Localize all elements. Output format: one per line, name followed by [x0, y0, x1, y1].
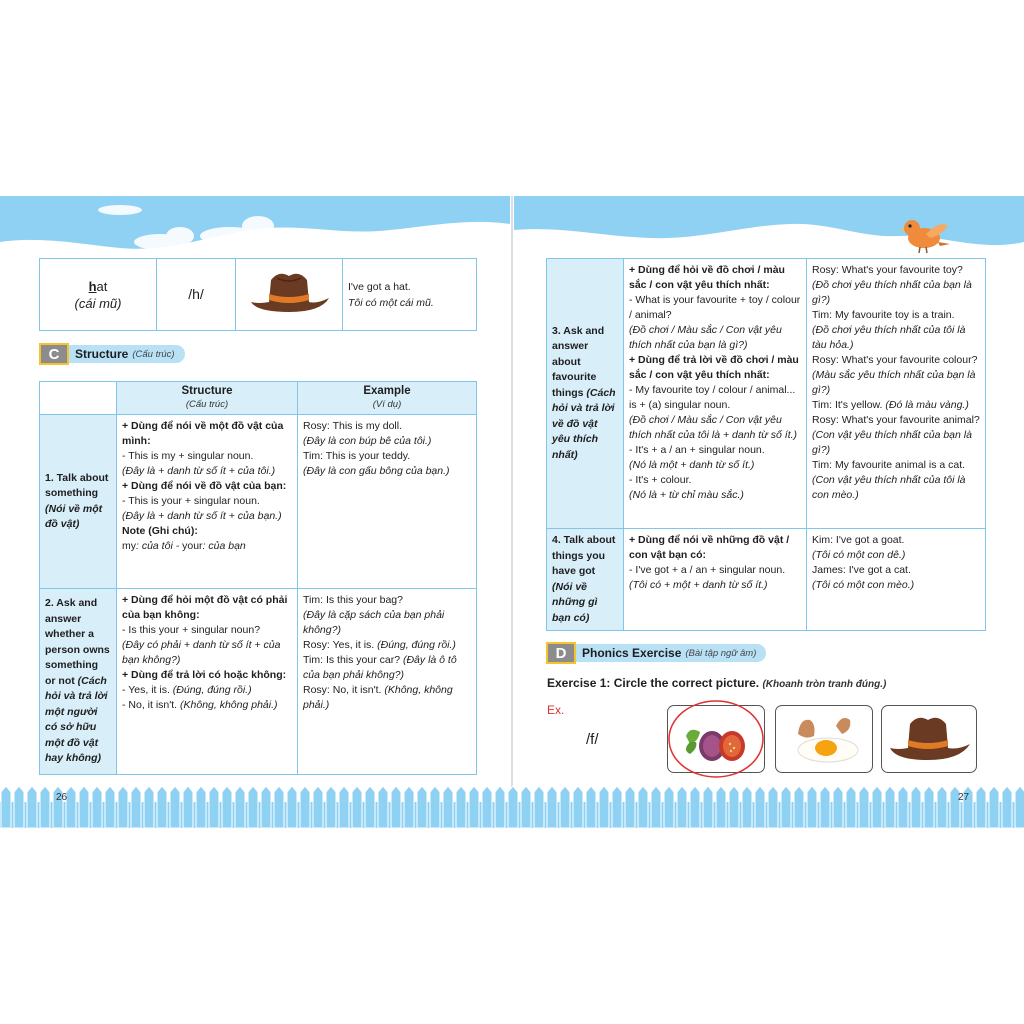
- row3-example: [807, 259, 986, 529]
- row3-s2-bold: + Dùng để trả lời về đồ chơi / màu sắc / con vật yêu thích nhất:: [629, 354, 799, 381]
- row2-e2-trans: (Đúng, đúng rồi.): [374, 639, 456, 651]
- vocab-image-cell: [236, 259, 343, 331]
- row3-s1-trans: (Đồ chơi / Màu sắc / Con vật yêu thích nhất của bạn là gì?): [629, 324, 782, 351]
- row3-e4-trans: (Đó là màu vàng.): [882, 399, 969, 411]
- page-number-left: 26: [56, 792, 68, 803]
- header-example-sub: (Ví dụ): [372, 399, 402, 410]
- section-c-title: Structure: [75, 347, 129, 361]
- structure-header-example: [298, 382, 477, 415]
- bird-icon: [900, 214, 952, 254]
- row3-s4-pattern: - It's + colour.: [629, 474, 692, 486]
- exercise1-title: Exercise 1: Circle the correct picture.: [547, 676, 760, 690]
- example-label: Ex.: [547, 703, 565, 717]
- row2-label-italic: (Cách hỏi và trả lời một người có sở hữu một đồ vật hay không): [45, 674, 108, 765]
- row3-e4: Tim: It's yellow.: [812, 399, 883, 411]
- row2-yes-text: - Yes, it is.: [122, 684, 170, 696]
- section-d-heading: [546, 642, 766, 664]
- row2-example: [298, 589, 477, 775]
- vocab-sound: /h/: [157, 259, 236, 331]
- row1-label-italic: (Nói về một đồ vật): [45, 502, 103, 530]
- header-structure-title: Structure: [181, 385, 233, 397]
- row4-s1-bold: + Dùng để nói về những đồ vật / con vật bạn có:: [629, 534, 790, 561]
- note-my: my: [122, 540, 136, 552]
- structure-table-continued: [546, 258, 986, 631]
- row4-structure: [624, 529, 807, 631]
- row2-e4: Rosy: No, it isn't.: [303, 684, 382, 696]
- section-d-pill: [576, 644, 766, 662]
- row3-s1-pattern: - What is your favourite + toy / colour / animal?: [629, 294, 801, 321]
- vocab-word-translation: (cái mũ): [74, 295, 122, 311]
- row3-structure: [624, 259, 807, 529]
- section-d-letter: D: [546, 642, 576, 664]
- header-structure-sub: (Cấu trúc): [185, 399, 229, 410]
- vocab-sentence-cell: [343, 259, 477, 331]
- table-row: [547, 529, 986, 631]
- row2-no-trans: (Không, không phải.): [177, 699, 278, 711]
- cowboy-hat-icon: [882, 706, 976, 772]
- note-your-meaning: : của bạn: [202, 540, 246, 552]
- row4-example: [807, 529, 986, 631]
- row2-e3-line: [303, 653, 471, 683]
- vocab-word-first-letter: h: [88, 278, 97, 294]
- row4-e1: Kim: I've got a goat.: [812, 534, 905, 546]
- row1-s2-pattern: - This is your + singular noun.: [122, 495, 260, 507]
- row2-s1-bold: + Dùng để hỏi một đồ vật có phải của bạn không:: [122, 594, 288, 621]
- page-gutter: [511, 196, 513, 828]
- row2-e3: Tim: Is this your car?: [303, 654, 401, 666]
- row2-e2-line: [303, 638, 471, 653]
- row3-e2-trans: (Đồ chơi yêu thích nhất của tôi là tàu hỏa.): [812, 324, 966, 351]
- row3-label-text: 3. Ask and answer about favourite things: [552, 324, 605, 399]
- vocab-sentence: I've got a hat.: [348, 280, 411, 293]
- table-row: [547, 259, 986, 529]
- cowboy-hat-icon: [247, 266, 331, 318]
- note-my-meaning: : của tôi -: [136, 540, 183, 552]
- row3-e3: Rosy: What's your favourite colour?: [812, 354, 978, 366]
- row1-e1: Rosy: This is my doll.: [303, 420, 402, 432]
- section-c-subtitle: (Cấu trúc): [132, 348, 175, 360]
- row1-s1-bold: + Dùng để nói về một đồ vật của mình:: [122, 420, 284, 447]
- vocab-table: [39, 258, 477, 331]
- row1-example: [298, 415, 477, 589]
- table-row: [40, 589, 477, 775]
- row3-e2: Tim: My favourite toy is a train.: [812, 309, 955, 321]
- row1-label: [40, 415, 117, 589]
- phonics-sound: /f/: [586, 731, 599, 748]
- row2-structure: [117, 589, 298, 775]
- answer-circle-icon: [664, 696, 768, 782]
- egg-icon: [776, 706, 872, 772]
- row3-s4-trans: (Nó là + từ chỉ màu sắc.): [629, 489, 744, 501]
- row2-s2-bold: + Dùng để trả lời có hoặc không:: [122, 669, 287, 681]
- section-d-title: Phonics Exercise: [582, 646, 682, 660]
- row2-e4-line: [303, 683, 471, 713]
- table-row: [40, 415, 477, 589]
- row2-label-text: 2. Ask and answer whether a person owns something or not: [45, 597, 110, 687]
- row3-s2-pattern: - My favourite toy / colour / animal... is + (a) singular noun.: [629, 384, 796, 411]
- row3-e1-trans: (Đồ chơi yêu thích nhất của bạn là gì?): [812, 279, 972, 306]
- picture-choice-hat[interactable]: [881, 705, 977, 773]
- row3-s2-trans: (Đồ chơi / Màu sắc / Con vật yêu thích nhất của tôi là + danh từ số ít.): [629, 414, 798, 441]
- row1-s1-pattern: - This is my + singular noun.: [122, 450, 254, 462]
- row2-no: [122, 698, 292, 713]
- row2-e3-trans: (Đây là ô tô của bạn phải không?): [303, 654, 457, 681]
- vocab-sentence-translation: Tôi có một cái mũ.: [348, 296, 434, 309]
- row2-label: [40, 589, 117, 775]
- vocab-word-rest: at: [96, 278, 108, 294]
- row4-label-italic: (Nói về những gì bạn có): [552, 580, 598, 624]
- structure-header-structure: [117, 382, 298, 415]
- row1-e2: Tim: This is your teddy.: [303, 450, 411, 462]
- row4-s1-trans: (Tôi có + một + danh từ số ít.): [629, 579, 768, 591]
- section-d-subtitle: (Bài tập ngữ âm): [685, 647, 757, 659]
- exercise1-hint: (Khoanh tròn tranh đúng.): [762, 679, 887, 690]
- row4-e1-trans: (Tôi có một con dê.): [812, 549, 906, 561]
- picture-choice-egg[interactable]: [775, 705, 873, 773]
- row2-s1-pattern: - Is this your + singular noun?: [122, 624, 261, 636]
- section-c-letter: C: [39, 343, 69, 365]
- row3-s3-trans: (Nó là một + danh từ số ít.): [629, 459, 755, 471]
- row3-e4-line: [812, 398, 980, 413]
- row4-s1-pattern: - I've got + a / an + singular noun.: [629, 564, 786, 576]
- row2-s1-trans: (Đây có phải + danh từ số ít + của bạn không?): [122, 639, 281, 666]
- structure-table: [39, 381, 477, 775]
- section-c-pill: [69, 345, 185, 363]
- header-example-title: Example: [363, 385, 411, 397]
- picture-choice-figs[interactable]: [667, 705, 765, 773]
- row3-e5-trans: (Con vật yêu thích nhất của bạn là gì?): [812, 429, 972, 456]
- row1-s1-trans: (Đây là + danh từ số ít + của tôi.): [122, 465, 276, 477]
- row4-e2: James: I've got a cat.: [812, 564, 911, 576]
- row3-e3-trans: (Màu sắc yêu thích nhất của bạn là gì?): [812, 369, 976, 396]
- row2-e1: Tim: Is this your bag?: [303, 594, 403, 606]
- row2-e2: Rosy: Yes, it is.: [303, 639, 375, 651]
- row4-label-text: 4. Talk about things you have got: [552, 534, 616, 577]
- row2-no-text: - No, it isn't.: [122, 699, 178, 711]
- structure-header-blank: [40, 382, 117, 415]
- row1-label-text: 1. Talk about something: [45, 471, 109, 499]
- row1-note: [122, 539, 292, 554]
- row1-s2-trans: (Đây là + danh từ số ít + của bạn.): [122, 510, 282, 522]
- page-number-right: 27: [958, 792, 970, 803]
- section-c-heading: [39, 343, 185, 365]
- picket-fence-footer: [0, 784, 1024, 828]
- row3-label-italic: (Cách hỏi và trả lời về đồ vật yêu thích nhất): [552, 386, 616, 461]
- row1-e1-trans: (Đây là con búp bê của tôi.): [303, 435, 432, 447]
- book-spread: [0, 196, 1024, 828]
- row2-e4-trans: (Không, không phải.): [303, 684, 453, 711]
- row2-yes: [122, 683, 292, 698]
- row1-e2-trans: (Đây là con gấu bông của bạn.): [303, 465, 450, 477]
- row1-s2-bold: + Dùng để nói về đồ vật của bạn:: [122, 480, 287, 492]
- row2-yes-trans: (Đúng, đúng rồi.): [169, 684, 252, 696]
- row3-e6-trans: (Con vật yêu thích nhất của tôi là con mèo.): [812, 474, 966, 501]
- vocab-word-cell: [40, 259, 157, 331]
- row3-e6: Tim: My favourite animal is a cat.: [812, 459, 966, 471]
- row4-label: [547, 529, 624, 631]
- note-your: your: [182, 540, 203, 552]
- row2-e1-trans: (Đây là cặp sách của bạn phải không?): [303, 609, 445, 636]
- exercise1-heading: [547, 676, 886, 690]
- row3-s3-pattern: - It's + a / an + singular noun.: [629, 444, 765, 456]
- row1-note-bold: Note (Ghi chú):: [122, 525, 198, 537]
- row3-s1-bold: + Dùng để hỏi về đồ chơi / màu sắc / con vật yêu thích nhất:: [629, 264, 785, 291]
- row3-e1: Rosy: What's your favourite toy?: [812, 264, 963, 276]
- row3-e5: Rosy: What's your favourite animal?: [812, 414, 980, 426]
- row4-e2-trans: (Tôi có một con mèo.): [812, 579, 915, 591]
- row1-structure: [117, 415, 298, 589]
- row3-label: [547, 259, 624, 529]
